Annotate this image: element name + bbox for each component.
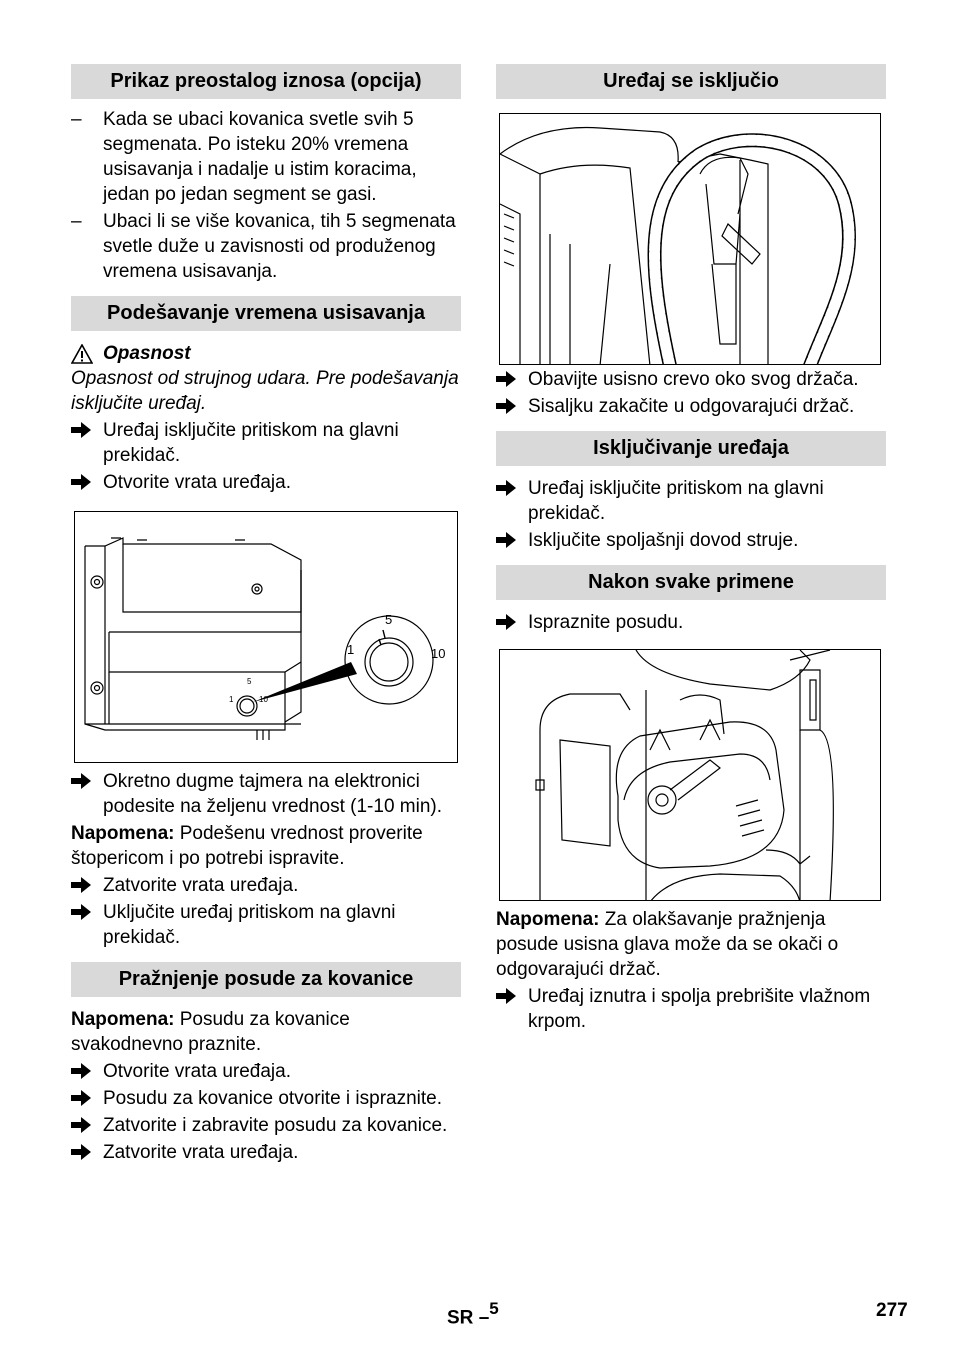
step-item: Isključite spoljašnji dovod struje. [496,528,886,553]
arrow-right-icon [496,480,516,496]
arrow-right-icon [71,1063,91,1079]
section-heading-suction-time: Podešavanje vremena usisavanja [71,296,461,331]
warning-text: Opasnost od strujnog udara. Pre podešavanja isključite uređaj. [71,368,459,414]
arrow-right-icon [496,398,516,414]
step-item: Obavijte usisno crevo oko svog držača. [496,367,886,392]
arrow-right-icon [71,773,91,789]
arrow-right-icon [496,532,516,548]
dial-label-5: 5 [385,612,393,627]
dash-bullet: – [71,211,82,232]
step-item: Otvorite vrata uređaja. [71,470,461,495]
list-item: – Kada se ubaci kovanica svetle svih 5 segmenata. Po isteku 20% vremena usisavanja i nadalje u istim koracima, jedan po jedan segment se gasi. [71,109,417,205]
left-column [71,64,461,1167]
step-item: Zatvorite vrata uređaja. [71,873,461,898]
arrow-right-icon [71,422,91,438]
warning-triangle-icon [71,344,93,364]
step-item: Okretno dugme tajmera na elektronici podesite na željenu vrednost (1-10 min). [71,769,461,819]
arrow-right-icon [496,614,516,630]
section-heading-remaining-amount: Prikaz preostalog iznosa (opcija) [71,64,461,99]
note: Napomena: Za olakšavanje pražnjenja posude usisna glava može da se okači o odgovarajući držač. [496,909,839,980]
step-item: Zatvorite vrata uređaja. [71,1140,461,1165]
step-item: Sisaljku zakačite u odgovarajući držač. [496,394,886,419]
small-dial-label-10: 10 [259,695,268,704]
section-heading-coin-box: Pražnjenje posude za kovanice [71,962,461,997]
dial-label-10: 10 [431,646,446,661]
step-item: Zatvorite i zabravite posudu za kovanice. [71,1113,461,1138]
hose-holder-illustration [499,113,881,365]
step-item: Posudu za kovanice otvorite i ispraznite. [71,1086,461,1111]
warning-label: Opasnost [71,341,461,366]
arrow-right-icon [71,1090,91,1106]
small-dial-label-1: 1 [229,695,234,704]
arrow-right-icon [71,904,91,920]
section-heading-device-off: Uređaj se isključio [496,64,886,99]
list-item: – Ubaci li se više kovanica, tih 5 segmenata svetle duže u zavisnosti od produženog vremena usisavanja. [71,211,456,282]
step-item: Otvorite vrata uređaja. [71,1059,461,1084]
note: Napomena: Podešenu vrednost proverite štopericom i po potrebi ispravite. [71,823,423,869]
arrow-right-icon [71,1144,91,1160]
step-item: Uključite uređaj pritiskom na glavni prekidač. [71,900,461,950]
step-item: Ispraznite posudu. [496,610,886,635]
arrow-right-icon [71,474,91,490]
arrow-right-icon [71,877,91,893]
section-heading-after-use: Nakon svake primene [496,565,886,600]
right-column [496,64,886,1036]
dial-label-1: 1 [347,642,355,657]
section-heading-switching-off: Isključivanje uređaja [496,431,886,466]
timer-knob-illustration [74,511,458,763]
footer-section-label: SR –$^5$ [447,1299,499,1329]
arrow-right-icon [496,371,516,387]
arrow-right-icon [71,1117,91,1133]
step-item: Uređaj isključite pritiskom na glavni prekidač. [496,476,886,526]
step-item: Uređaj isključite pritiskom na glavni prekidač. [71,418,461,468]
dash-bullet: – [71,109,82,130]
page-number: 277 [876,1300,908,1321]
note: Napomena: Posudu za kovanice svakodnevno praznite. [71,1009,350,1055]
step-item: Uređaj iznutra i spolja prebrišite vlažnom krpom. [496,984,886,1034]
emptying-container-illustration [499,649,881,901]
arrow-right-icon [496,988,516,1004]
small-dial-label-5: 5 [247,677,252,686]
